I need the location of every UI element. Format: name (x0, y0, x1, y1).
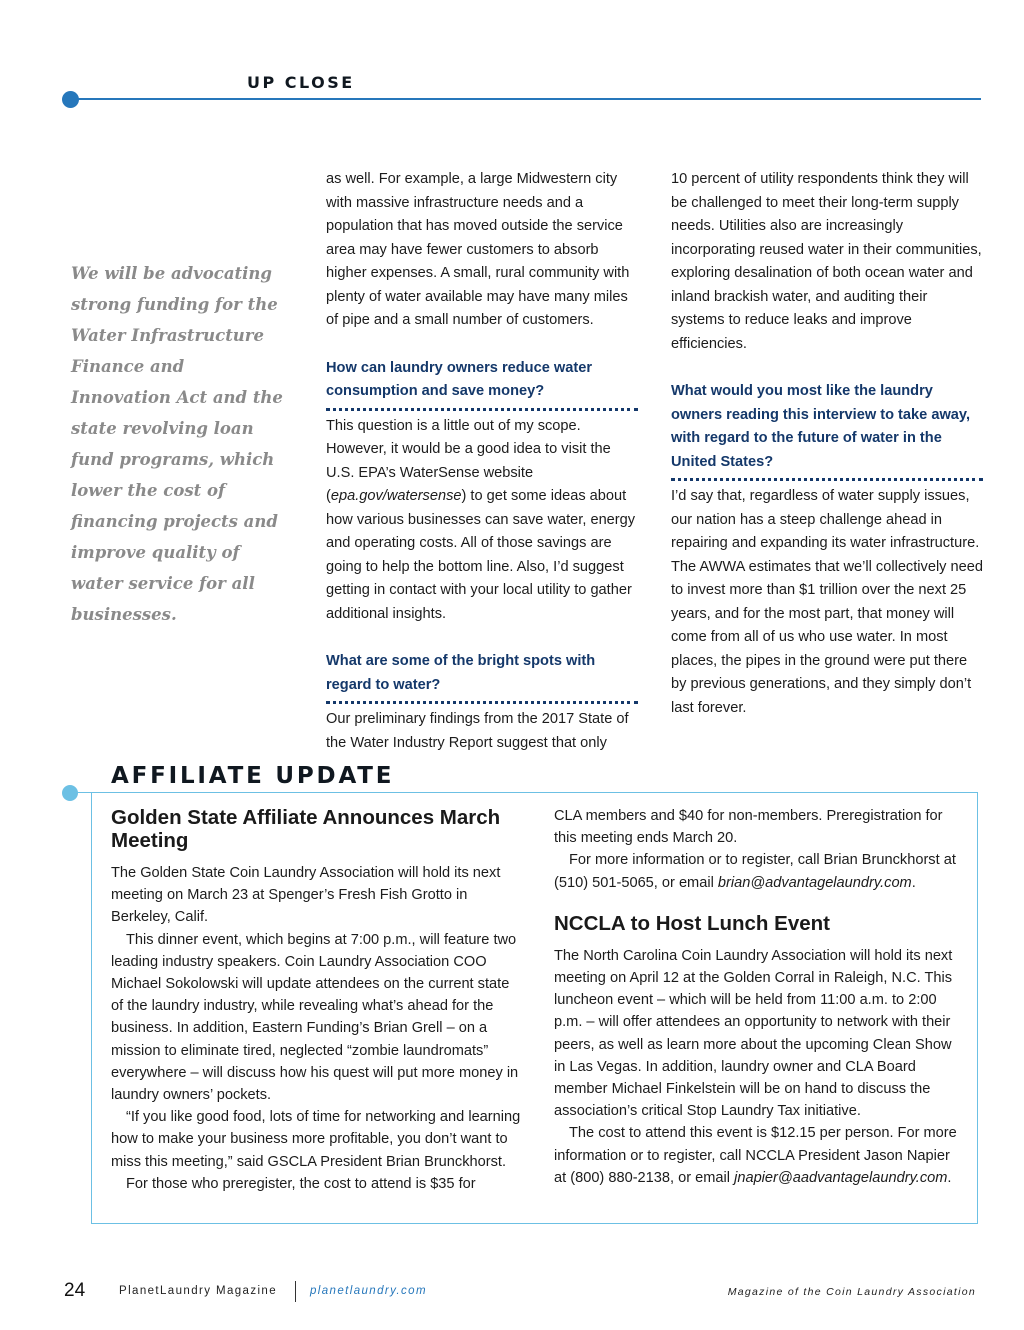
interview-question: What would you most like the laundry owners reading this interview to take away, with regard to the future of water in the United States? (671, 380, 983, 481)
section-label: UP CLOSE (247, 73, 355, 92)
affiliate-dot (62, 785, 78, 801)
epa-link[interactable]: epa.gov/watersense (330, 488, 462, 504)
article-paragraph: For more information or to register, call Brian Brunckhorst at (510) 501-5065, or email brian@advantagelaundry.com. (554, 852, 956, 891)
website-link[interactable]: planetlaundry.com (310, 1285, 427, 1297)
article-paragraph: CLA members and $40 for non-members. Preregistration for this meeting ends March 20. (554, 808, 943, 847)
footer-tagline: Magazine of the Coin Laundry Association (727, 1286, 976, 1298)
interview-column-1 (326, 168, 638, 755)
footer-divider (295, 1281, 296, 1302)
article-paragraph: For those who preregister, the cost to attend is $35 for (126, 1175, 476, 1192)
interview-answer: This question is a little out of my scope. However, it would be a good idea to visit the U.S. EPA’s WaterSense website (epa.gov/watersense) to get some ideas about how various businesses can save water, energy and operating costs. All of those savings are going to help the bottom line. Also, I’d suggest getting in contact with your local utility to gather additional insights. (326, 417, 636, 622)
interview-paragraph: 10 percent of utility respondents think they will be challenged to meet their long-term supply needs. Utilities also are increasingly incorporating reused water in their communities, exploring desalination of both ocean water and inland brackish water, and auditing their systems to reduce leaks and improve efficiencies. (671, 171, 982, 352)
interview-question: What are some of the bright spots with regard to water? (326, 650, 638, 704)
page-number: 24 (64, 1280, 86, 1301)
article-paragraph: The cost to attend this event is $12.15 per person. For more information or to register, call NCCLA President Jason Napier at (800) 880-2138, or email jnapier@aadvantagelaundry.com. (554, 1125, 957, 1186)
article-paragraph: “If you like good food, lots of time for networking and learning how to make your business more profitable, you don’t want to miss this meeting,” said GSCLA President Brian Brunckhorst. (111, 1109, 521, 1170)
email-link[interactable]: brian@advantagelaundry.com (717, 874, 912, 891)
interview-column-2 (671, 168, 983, 720)
page-footer (0, 1280, 1024, 1304)
article-headline: Golden State Affiliate Announces March Meeting (111, 806, 501, 852)
interview-answer: Our preliminary findings from the 2017 State of the Water Industry Report suggest that only (326, 711, 629, 751)
article-paragraph: The Golden State Coin Laundry Association will hold its next meeting on March 23 at Spenger’s Fresh Fish Grotto in Berkeley, Calif. (111, 865, 501, 926)
affiliate-column-1 (111, 806, 521, 1195)
affiliate-column-2 (554, 805, 964, 1189)
magazine-name: PlanetLaundry Magazine (119, 1285, 278, 1297)
email-link[interactable]: jnapier@aadvantagelaundry.com (734, 1169, 948, 1186)
interview-paragraph: as well. For example, a large Midwestern city with massive infrastructure needs and a population that has moved outside the service area may have fewer customers to absorb higher expenses. A small, rural community with plenty of water available may have many miles of pipe and a small number of customers. (326, 171, 630, 328)
affiliate-title: AFFILIATE UPDATE (111, 763, 395, 789)
header-dot (62, 91, 79, 108)
interview-answer: I’d say that, regardless of water supply issues, our nation has a steep challenge ahead in repairing and expanding its water infrastructure. The AWWA estimates that we’ll collectively need to invest more than $1 trillion over the next 25 years, and for the most part, that money will come from all of us who use water. In most places, the pipes in the ground were put there by previous generations, and they simply don’t last forever. (671, 488, 983, 716)
interview-question: How can laundry owners reduce water consumption and save money? (326, 357, 638, 411)
article-headline: NCCLA to Host Lunch Event (554, 911, 830, 935)
article-paragraph: This dinner event, which begins at 7:00 p.m., will feature two leading industry speakers. Coin Laundry Association COO Michael Sokolowski will update attendees on the current state of the laundry industry, while revealing what’s ahead for the business. In addition, Eastern Funding’s Brian Grell – on a mission to eliminate tired, neglected “zombie laundromats” everywhere – will discuss how his quest will put more money in laundry owners’ pockets. (111, 931, 519, 1104)
header-rule (70, 98, 981, 100)
article-paragraph: The North Carolina Coin Laundry Association will hold its next meeting on April 12 at the Golden Corral in Raleigh, N.C. This luncheon event – which will be held from 11:00 a.m. to 2:00 p.m. – will offer attendees an opportunity to network with their peers, as well as learn more about the upcoming Clean Show in Las Vegas. In addition, laundry owner and CLA Board member Michael Finkelstein will be on hand to discuss the association’s critical Stop Laundry Tax initiative. (554, 947, 953, 1120)
pull-quote: We will be advocating strong funding for the Water Infrastructure Finance and Innovation Act and the state revolving loan fund programs, which lower the cost of financing projects and improve quality of water service for all businesses. (71, 264, 283, 624)
